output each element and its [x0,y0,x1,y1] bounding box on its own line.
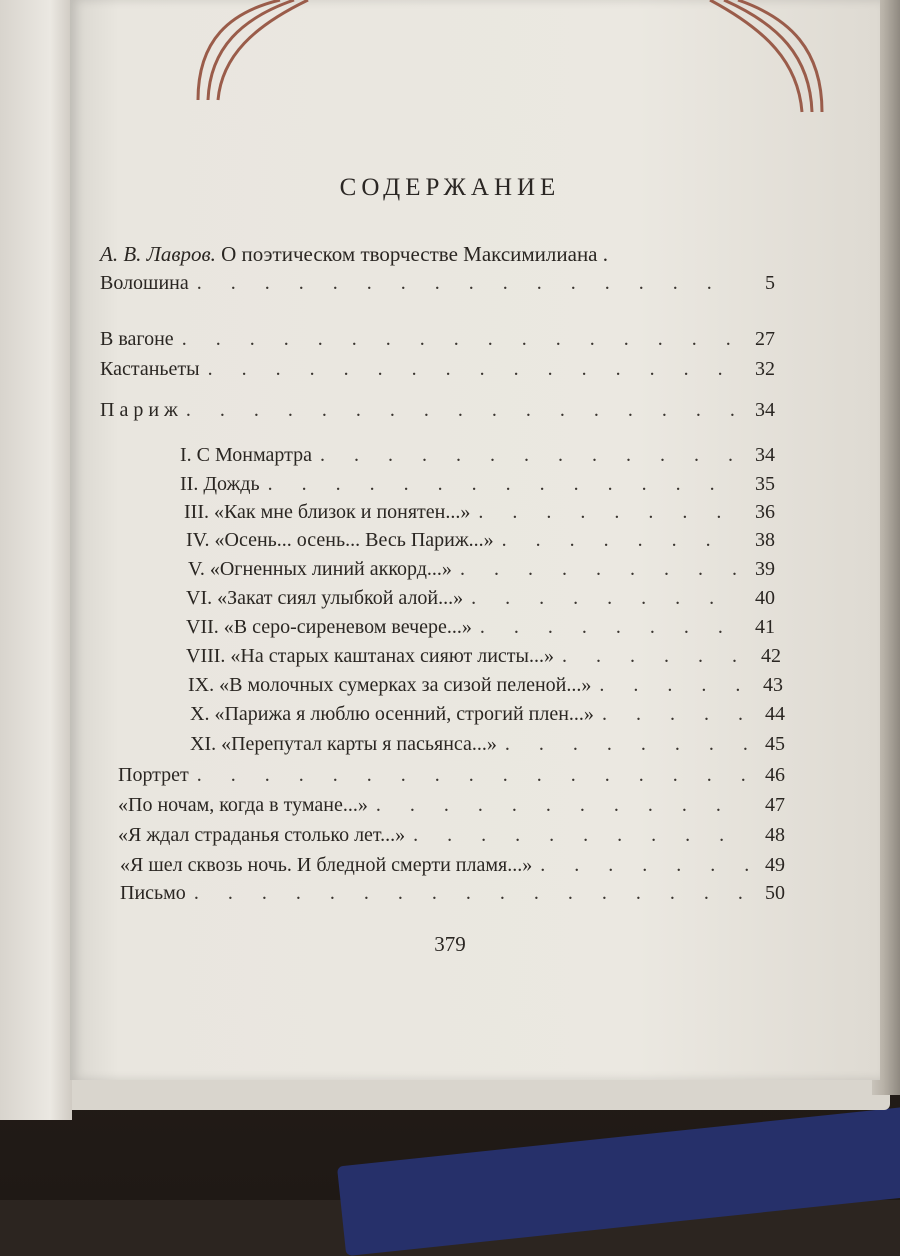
leader-dots [200,356,739,382]
leader-dots [472,614,739,640]
entry-page: 43 [763,674,783,696]
entry-page: 41 [755,616,775,638]
toc-entry [120,852,785,880]
toc-entry [186,527,775,555]
entry-label: Кастаньеты [100,358,200,380]
leader-dots [470,499,739,525]
toc-entry [100,326,775,354]
entry-page: 48 [765,824,785,846]
toc-entry [120,880,785,908]
entry-label: Письмо [120,882,186,904]
toc-entry [100,397,775,425]
entry-page: 32 [755,358,775,380]
leader-dots [594,701,749,727]
page-title: СОДЕРЖАНИЕ [339,174,561,201]
toc-entry [118,822,785,850]
toc-entry [190,701,785,729]
toc-entry [186,585,775,613]
entry-page: 34 [755,444,775,466]
toc-entry [188,556,775,584]
entry-label: V. «Огненных линий аккорд...» [188,558,452,580]
leader-dots [178,397,739,423]
entry-page: 39 [755,558,775,580]
entry-page: 42 [761,645,781,667]
entry-label: X. «Парижа я люблю осенний, строгий плен...» [190,703,594,725]
entry-page: 35 [755,473,775,495]
entry-label: XI. «Перепутал карты я пасьянса...» [190,733,497,755]
page-number: 379 [434,932,466,956]
entry-page: 45 [765,733,785,755]
entry-page: 38 [755,529,775,551]
toc-intro: А. В. Лавров. О поэтическом творчестве Максимилиана . [100,242,608,266]
entry-page: 34 [755,399,775,421]
toc-entry [186,643,781,671]
entry-page: 50 [765,882,785,904]
toc-entry [100,356,775,384]
leader-dots [368,792,749,818]
entry-label: П а р и ж [100,399,178,421]
entry-label: «Я шел сквозь ночь. И бледной смерти пламя...» [120,854,533,876]
entry-page: 47 [765,794,785,816]
toc-entry [186,614,775,642]
toc-entry [188,672,783,700]
leader-dots [554,643,745,669]
entry-page: 5 [765,272,775,294]
entry-label: VIII. «На старых каштанах сияют листы...» [186,645,554,667]
entry-page: 44 [765,703,785,725]
entry-label: Портрет [118,764,189,786]
toc-entry [180,471,775,499]
leader-dots [405,822,749,848]
entry-label: «По ночам, когда в тумане...» [118,794,368,816]
entry-label: IV. «Осень... осень... Весь Париж...» [186,529,494,551]
entry-page: 40 [755,587,775,609]
entry-page: 36 [755,501,775,523]
leader-dots [452,556,739,582]
leader-dots [494,527,739,553]
leader-dots [312,442,739,468]
toc-entry [118,792,785,820]
intro-title: О поэтическом творчестве Максимилиана [221,242,598,266]
toc-entry [184,499,775,527]
entry-label: III. «Как мне близок и понятен...» [184,501,471,523]
leader-dots [186,880,749,906]
toc-entry [118,762,785,790]
leader-dots [497,731,749,757]
entry-page: 27 [755,328,775,350]
leader-dots [174,326,739,352]
leader-dots [260,471,739,497]
entry-label: VI. «Закат сиял улыбкой алой...» [186,587,464,609]
entry-label: I. С Монмартра [180,444,312,466]
leader-dots [532,852,749,878]
entry-label: В вагоне [100,328,174,350]
leader-dots [463,585,739,611]
toc-entry [190,731,785,759]
entry-page: 46 [765,764,785,786]
entry-label: II. Дождь [180,473,260,495]
intro-author: А. В. Лавров. [100,242,216,266]
leader-dots [189,762,749,788]
entry-label: «Я ждал страданья столько лет...» [118,824,406,846]
entry-label: Волошина [100,272,189,294]
entry-label: VII. «В серо-сиреневом вечере...» [186,616,472,638]
entry-page: 49 [765,854,785,876]
leader-dots [591,672,747,698]
toc-entry [180,442,775,470]
entry-label: IX. «В молочных сумерках за сизой пеленой...» [188,674,592,696]
